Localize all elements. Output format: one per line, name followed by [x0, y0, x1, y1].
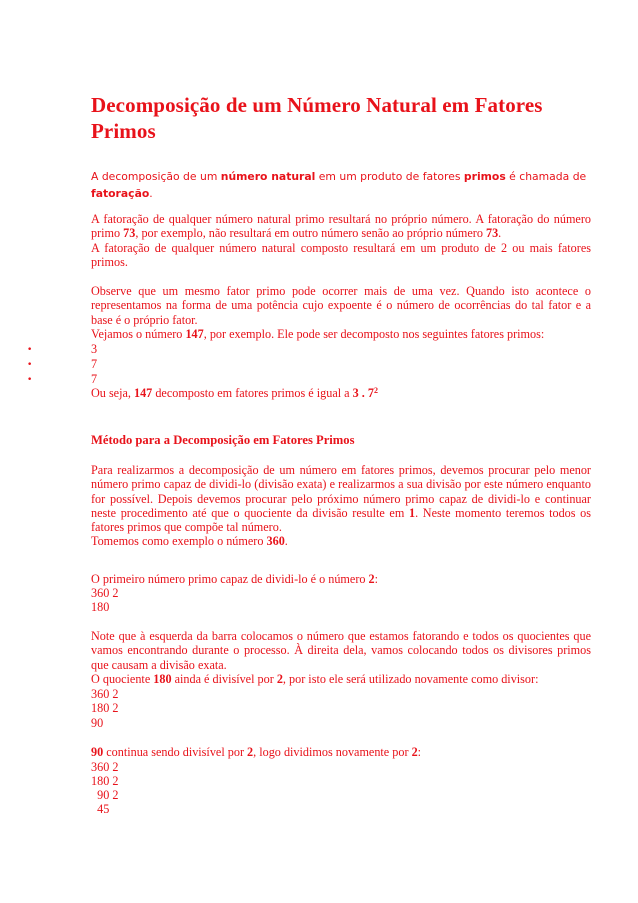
- division-row: 90 2: [91, 788, 119, 802]
- paragraph-potencia: [91, 284, 591, 341]
- divisor-2: 2: [276, 671, 283, 686]
- paragraph-text: Para realizarmos a decomposição de um número em fatores primos, devemos procurar pelo menor número primo capaz de dividi-lo (divisão exata) e realizarmos a sua divisão por este número enquanto for possível. Depois devemos procurar pelo próximo número primo capaz de dividi-lo e continuar neste procedimento até que o quociente da divisão resulte em: [91, 463, 591, 520]
- number-1: 1: [408, 505, 416, 520]
- step-text: , logo dividimos novamente por: [253, 745, 412, 759]
- factorization-expression: [353, 386, 378, 400]
- step1-text: [91, 572, 378, 586]
- bullet-icon: •: [27, 375, 33, 385]
- intro-text: A decomposição de um: [91, 170, 221, 183]
- number-180: 180: [153, 671, 172, 686]
- bullet-icon: •: [27, 360, 33, 370]
- number-360: 360: [266, 534, 285, 549]
- paragraph-text: ainda é divisível por: [171, 671, 277, 686]
- bullet-icon: •: [27, 345, 33, 355]
- division-row: 90: [91, 716, 104, 730]
- division-row: 360 2: [91, 586, 119, 600]
- paragraph-text: A fatoração de qualquer número natural primo resultará no próprio número. A fatoração do número primo: [91, 212, 591, 241]
- number-90: 90: [91, 745, 104, 759]
- number-147: 147: [133, 386, 153, 400]
- expression-base: 3 . 7: [352, 386, 374, 400]
- paragraph-text: Observe que um mesmo fator primo pode ocorrer mais de uma vez. Quando isto acontece o representamos na forma de uma potência cujo expoente é o número de ocorrências do tal fator e a base é o próprio fator.: [91, 284, 591, 327]
- division-row: 180: [91, 600, 110, 614]
- intro-text: .: [149, 187, 153, 200]
- paragraph-text: .: [284, 534, 288, 549]
- factor-item: 7: [91, 372, 98, 386]
- number-73: 73: [123, 226, 136, 241]
- division-row: 45: [91, 802, 110, 816]
- step-text: continua sendo divisível por: [103, 745, 248, 759]
- expression-exponent: 2: [373, 386, 378, 395]
- paragraph-text: , por exemplo. Ele pode ser decomposto nos seguintes fatores primos:: [203, 326, 545, 341]
- conclusion-text: Ou seja,: [91, 386, 134, 400]
- step3-text: [91, 745, 421, 759]
- intro-term-fatoracao: fatoração: [91, 187, 150, 200]
- paragraph-text: Vejamos o número: [91, 326, 186, 341]
- paragraph-primo: [91, 212, 591, 269]
- divisor-2: 2: [368, 572, 375, 586]
- division-row: 360 2: [91, 687, 119, 701]
- paragraph-text: . Neste momento teremos todos os fatores primos que compõe tal número.: [91, 505, 591, 535]
- conclusion-line: [91, 386, 378, 400]
- intro-term-primos: primos: [463, 170, 506, 183]
- document-title: Decomposição de um Número Natural em Fatores Primos: [91, 93, 543, 143]
- paragraph-text: Tomemos como exemplo o número: [91, 534, 267, 549]
- division-row: 360 2: [91, 760, 119, 774]
- division-row: 180 2: [91, 701, 119, 715]
- paragraph-composto: A fatoração de qualquer número natural composto resultará em um produto de 2 ou mais fatores primos.: [91, 240, 591, 269]
- intro-term-natural: número natural: [220, 170, 316, 183]
- conclusion-text: decomposto em fatores primos é igual a: [152, 386, 353, 400]
- section-heading: Método para a Decomposição em Fatores Primos: [91, 433, 355, 447]
- intro-paragraph: [91, 168, 591, 202]
- step-text: :: [374, 572, 379, 586]
- step-text: O primeiro número primo capaz de dividi-lo é o número: [91, 572, 369, 586]
- paragraph-text: , por isto ele será utilizado novamente como divisor:: [282, 671, 539, 686]
- divisor-2: 2: [411, 745, 418, 759]
- intro-text: em um produto de fatores: [315, 170, 464, 183]
- factor-item: 3: [91, 342, 98, 356]
- number-73: 73: [485, 226, 499, 241]
- step-text: :: [417, 745, 422, 759]
- paragraph-text: , por exemplo, não resultará em outro número senão ao próprio número: [135, 226, 486, 241]
- factor-item: 7: [91, 357, 98, 371]
- paragraph-text: .: [498, 226, 502, 241]
- divisor-2: 2: [247, 745, 254, 759]
- paragraph-text: Note que à esquerda da barra colocamos o número que estamos fatorando e todos os quocientes que vamos encontrando durante o processo. À direita dela, vamos colocando todos os divisores primos que causam a divisão exata.: [91, 629, 591, 672]
- paragraph-metodo: [91, 463, 591, 549]
- number-147: 147: [185, 326, 204, 341]
- paragraph-text: O quociente: [91, 671, 154, 686]
- paragraph-nota: [91, 629, 591, 686]
- intro-text: é chamada de: [505, 170, 587, 183]
- division-row: 180 2: [91, 774, 119, 788]
